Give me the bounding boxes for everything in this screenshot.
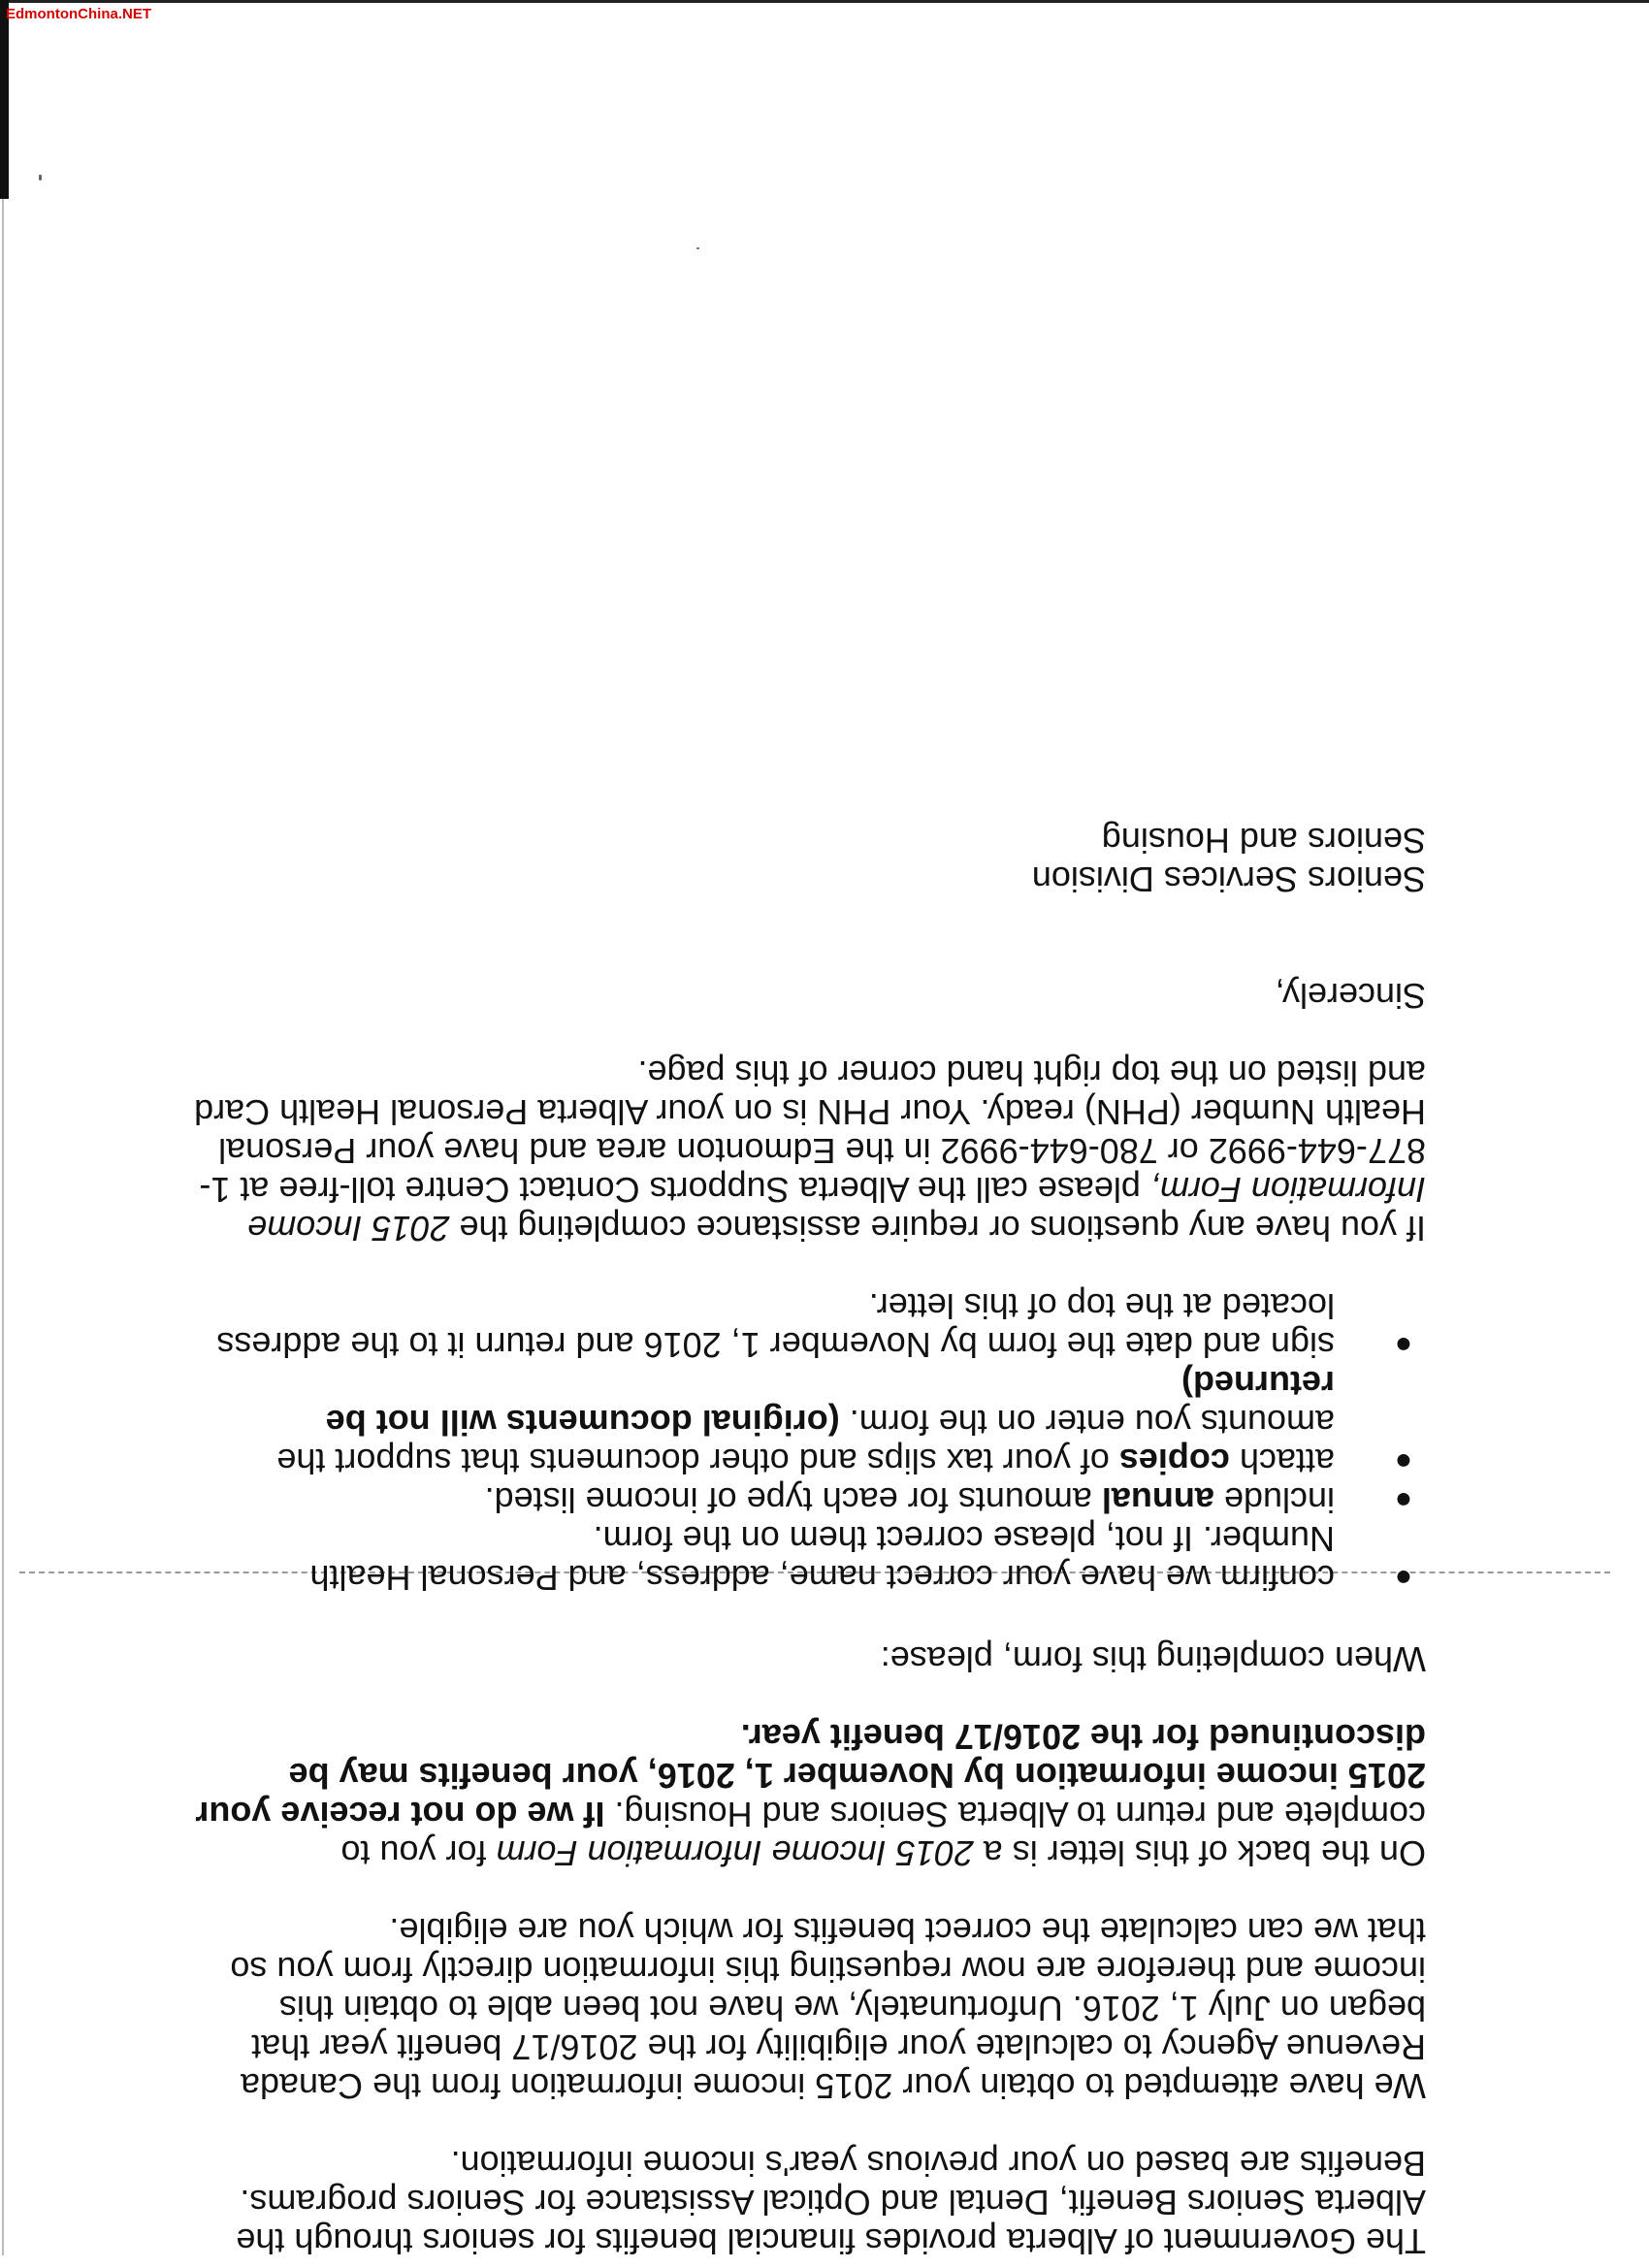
letter-body-upside-down: [194, 679, 1426, 2260]
closing: Sincerely,: [1275, 976, 1426, 1016]
bullet-text: include: [1213, 1480, 1335, 1520]
form-request-text-2: for you to complete and return to Alberta Seniors and Housing.: [340, 1795, 1426, 1873]
list-item: [194, 1519, 1426, 1597]
form-name: 2015 Income Information Form: [496, 1833, 974, 1873]
bullet-bold-text: (original documents will not be returned): [325, 1364, 1335, 1442]
bullet-text: attach: [1229, 1442, 1335, 1481]
contact-paragraph: [194, 1053, 1426, 1247]
scan-top-edge: [0, 0, 1649, 3]
list-item: [194, 1286, 1426, 1364]
instructions-list: [194, 1286, 1426, 1597]
bullet-text: of your tax slips and other documents that support the amounts you enter on the form.: [276, 1403, 1335, 1481]
deadline-warning: If we do not receive your 2015 income information by November 1, 2016, your benefits may be discontinued for the 2016/17 benefit year.: [195, 1717, 1426, 1834]
scan-speck: [39, 175, 42, 180]
explanation-paragraph: We have attempted to obtain your 2015 income information from the Canada Revenue Agency to calculate your eligibility for the 2016/17 benefit year that began on July 1, 2016. Unfortunately, we have not been able to obtain this income and therefore are now requesting this information directly from you so that we can calculate the correct benefits for which you are eligible.: [230, 1911, 1426, 2106]
form-request-paragraph: [194, 1717, 1426, 1872]
list-item: [194, 1480, 1426, 1519]
instructions-intro: When completing this form, please:: [880, 1639, 1426, 1679]
bullet-bold-text: copies: [1118, 1442, 1230, 1481]
contact-text: If you have any questions or require assistance completing the: [449, 1209, 1426, 1248]
form-request-text: On the back of this letter is a: [973, 1833, 1426, 1873]
watermark: EdmontonChina.NET: [6, 6, 151, 22]
bullet-icon: ●: [1394, 1484, 1412, 1516]
list-item: [194, 1364, 1426, 1480]
bullet-text: confirm we have your correct name, address, and Personal Health Number. If not, please correct them on the form.: [309, 1519, 1335, 1598]
bullet-icon: ●: [1394, 1329, 1412, 1361]
signature-division: Seniors Services Division: [1031, 859, 1426, 899]
scan-left-edge-line: [2, 199, 4, 2255]
form-name: 2015 Income Information Form,: [247, 1170, 1426, 1248]
bullet-text: sign and date the form by November 1, 2016 and return it to the address located at the top of this letter.: [216, 1286, 1335, 1365]
scan-speck: [696, 247, 699, 249]
signature-ministry: Seniors and Housing: [1101, 821, 1426, 860]
bullet-text: amounts for each type of income listed.: [484, 1480, 1102, 1520]
scan-left-edge-bar: [0, 0, 9, 199]
signature-block: [194, 821, 1426, 898]
bullet-icon: ●: [1394, 1445, 1412, 1477]
bullet-bold-text: annual: [1101, 1480, 1214, 1520]
intro-paragraph: The Government of Alberta provides financial benefits for seniors through the Alberta Seniors Benefit, Dental and Optical Assistance for Seniors programs. Benefits are based on your previous year's income information.: [236, 2144, 1426, 2261]
bullet-icon: ●: [1394, 1562, 1412, 1594]
contact-text-2: please call the Alberta Supports Contact Centre toll-free at 1-877-644-9992 or 780-644-9992 in the Edmonton area and have your Personal Health Number (PHN) ready. Your PHN is on your Alberta Personal Health Card and listed on the top right hand corner of this page.: [194, 1053, 1426, 1210]
